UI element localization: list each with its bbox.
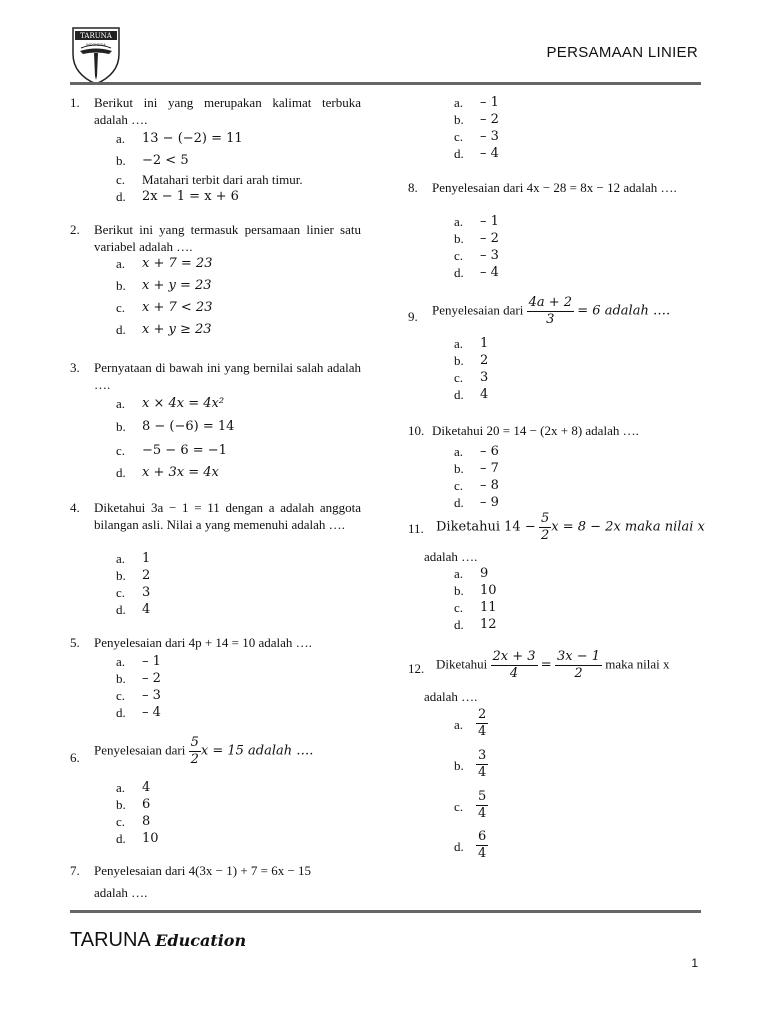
- brand-name: TARUNA: [70, 929, 150, 951]
- question-text: Pernyataan di bawah ini yang bernilai salah adalah ….: [94, 360, 361, 392]
- page-title: PERSAMAAN LINIER: [546, 44, 698, 61]
- logo-subtext: INDONESIA: [86, 43, 106, 47]
- question-number: 5.: [70, 635, 80, 650]
- taruna-logo: [71, 24, 121, 86]
- question-text: Penyelesaian dari $\frac{4a + 2}{3}$ = 6 adalah ….: [432, 295, 671, 327]
- footer-divider: [70, 910, 701, 913]
- question-number: 4.: [70, 500, 80, 515]
- footer-brand: [70, 929, 246, 952]
- question-number: 7.: [70, 863, 80, 878]
- header-divider: [70, 82, 701, 85]
- question-text: Diketahui 14 − $\frac{5}{2}$ x = 8 − 2x maka nilai x: [436, 511, 705, 543]
- question-number: 8.: [408, 180, 418, 195]
- question-number: 9.: [408, 309, 418, 324]
- question-text: Penyelesaian dari 4(3x − 1) + 7 = 6x − 15: [94, 863, 312, 878]
- question-text-cont: adalah ….: [424, 549, 478, 564]
- question-number: 10.: [408, 423, 425, 438]
- question-number: 11.: [408, 521, 424, 536]
- fraction: $\frac{2x + 3}{4}$: [492, 649, 536, 681]
- question-text: Berikut ini yang merupakan kalimat terbuka adalah ….: [94, 95, 361, 127]
- right-column: a. – 1 b. – 2 c. – 3 d. – 4 8. Penyelesaian dari 4x − 28 = 8x − 12 adalah …. a. – 1 b. – 2 c. – 3 d. – 4 9. Penyelesaian dari $\frac{4a + 2}{3}$ = 6 adalah …. a. 1 b. 2 c. 3 d. 4 10. Diketahui 20 = 14 − (2x + 8) adalah …. a. – 6 b. – 7 c. – 8 d. – 9 11. Diketahui 14 − $\frac{5}{2}$ x = 8 − 2x maka nilai x adalah …. a. 9 b. 10 c. 11 d. 12 12. Diketahui $\frac{2x + 3}{4}$ = $\frac{3x - 1}{2}$ maka nilai x adalah …. a. $\frac{2}{4}$ b. $\frac{3}{4}$ c. $\frac{5}{4}$ d. $\frac{6}{4}$: [408, 95, 705, 861]
- fraction: $\frac{5}{2}$: [540, 511, 550, 543]
- question-text-cont: adalah ….: [94, 885, 148, 900]
- fraction: $\frac{4a + 2}{3}$: [528, 295, 573, 327]
- question-text: Diketahui $\frac{2x + 3}{4}$ = $\frac{3x - 1}{2}$ maka nilai x: [436, 649, 670, 681]
- question-text-cont: adalah ….: [424, 689, 478, 704]
- question-text: Diketahui 20 = 14 − (2x + 8) adalah ….: [432, 423, 639, 438]
- question-number: 1.: [70, 95, 80, 110]
- question-number: 6.: [70, 750, 80, 765]
- fraction: $\frac{5}{2}$: [190, 735, 199, 767]
- page-number: 1: [691, 956, 698, 970]
- left-column: 1. Berikut ini yang merupakan kalimat terbuka adalah …. a. 13 − (−2) = 11 b. −2 < 5 c. Matahari terbit dari arah timur. d. 2x − 1 = x + 6 2. Berikut ini yang termasuk persamaan linier satu variabel adalah …. a. x + 7 = 23 b. x + y = 23 c. x + 7 < 23 d. x + y ≥ 23 3. Pernyataan di bawah ini yang bernilai salah adalah …. a. x × 4x = 4x² b. 8 − (−6) = 14 c. −5 − 6 = −1 d. x + 3x = 4x 4. Diketahui 3a − 1 = 11 dengan a adalah anggota bilangan asli. Nilai a yang memenuhi adalah …. a. 1 b. 2 c. 3 d. 4 5. Penyelesaian dari 4p + 14 = 10 adalah …. a. – 1 b. – 2 c. – 3 d. – 4 6. Penyelesaian dari $\frac{5}{2}$ x = 15 adalah …. a. 4 b. 6 c. 8 d. 10 7. Penyelesaian dari 4(3x − 1) + 7 = 6x − 15 adalah ….: [70, 95, 361, 900]
- question-text: Penyelesaian dari 4x − 28 = 8x − 12 adalah ….: [432, 180, 677, 195]
- question-text: Penyelesaian dari 4p + 14 = 10 adalah ….: [94, 635, 312, 650]
- question-text: Diketahui 3a − 1 = 11 dengan a adalah anggota bilangan asli. Nilai a yang memenuhi adalah ….: [94, 500, 361, 532]
- logo-text: TARUNA: [80, 32, 112, 40]
- brand-script: Education: [155, 931, 247, 950]
- fraction: $\frac{3x - 1}{2}$: [556, 649, 600, 681]
- question-text: Berikut ini yang termasuk persamaan linier satu variabel adalah ….: [94, 222, 361, 254]
- question-number: 3.: [70, 360, 80, 375]
- question-text: Penyelesaian dari $\frac{5}{2}$ x = 15 adalah ….: [94, 735, 314, 767]
- question-number: 12.: [408, 661, 425, 676]
- question-number: 2.: [70, 222, 80, 237]
